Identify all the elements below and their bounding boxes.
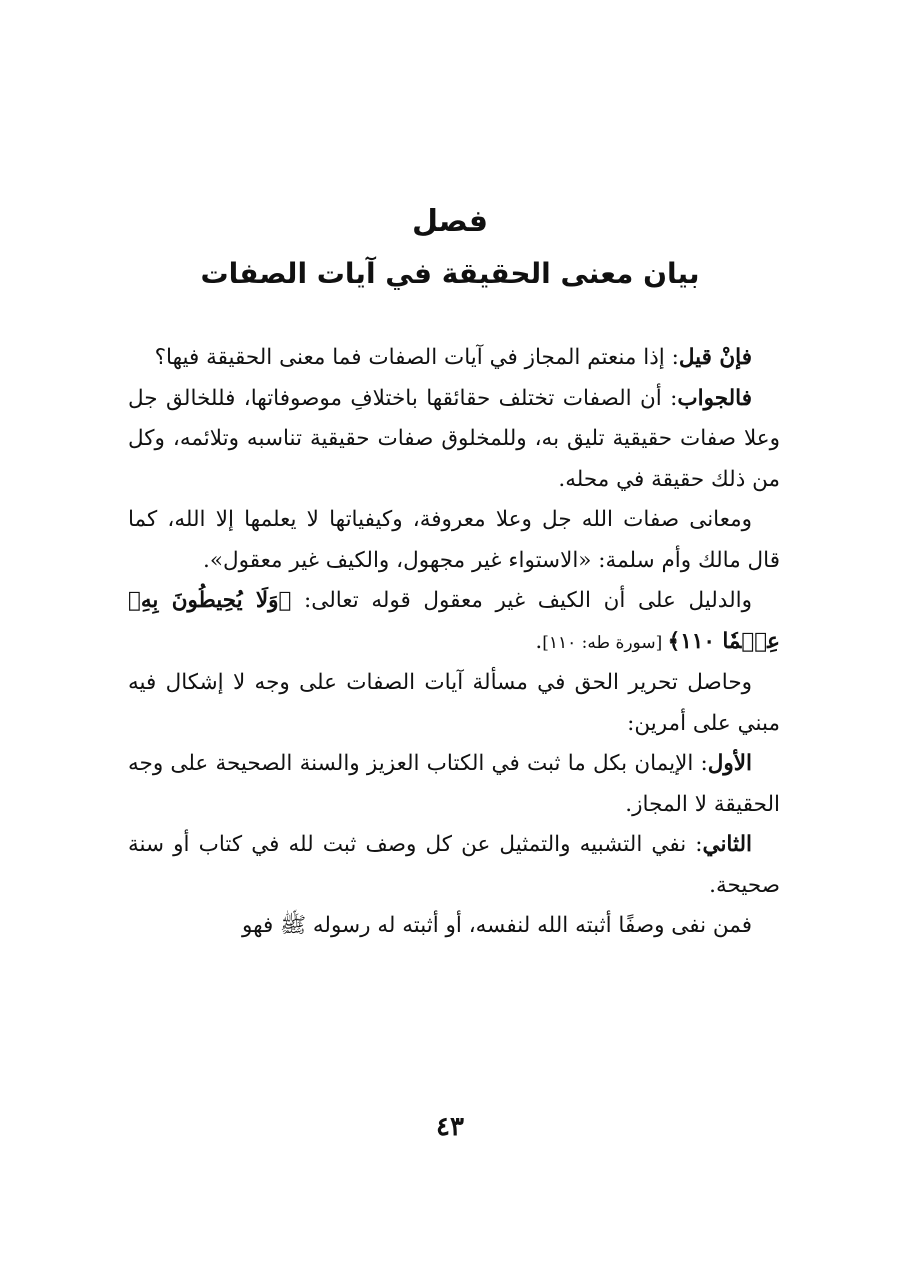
chapter-subtitle: بيان معنى الحقيقة في آيات الصفات — [200, 257, 700, 290]
chapter-title: فصل — [412, 204, 488, 239]
paragraph-text: : إذا منعتم المجاز في آيات الصفات فما معنى الحقيقة فيها؟ — [154, 345, 679, 370]
paragraph-text: : الإيمان بكل ما ثبت في الكتاب العزيز والسنة الصحيحة على وجه الحقيقة لا المجاز. — [128, 751, 780, 817]
paragraph — [128, 744, 780, 825]
paragraph-text: وحاصل تحرير الحق في مسألة آيات الصفات على وجه لا إشكال فيه مبني على أمرين: — [128, 670, 780, 736]
verse-reference: [سورة طه: ١١٠] — [542, 632, 668, 653]
paragraph-lead: فإنْ قيل — [678, 345, 752, 370]
body-text — [128, 338, 780, 947]
paragraph-text: والدليل على أن الكيف غير معقول قوله تعالى: — [291, 588, 752, 613]
paragraph — [128, 338, 780, 379]
paragraph-text: ومعانى صفات الله جل وعلا معروفة، وكيفياتها لا يعلمها إلا الله، كما قال مالك وأم سلمة: «الاستواء غير مجهول، والكيف غير معقول». — [128, 507, 780, 573]
paragraph-lead: الثاني — [702, 832, 752, 857]
paragraph — [128, 663, 780, 744]
paragraph-end: . — [535, 628, 543, 654]
paragraph-text: : نفي التشبيه والتمثيل عن كل وصف ثبت لله في كتاب أو سنة صحيحة. — [128, 832, 780, 898]
paragraph-lead: الأول — [707, 751, 752, 776]
paragraph-lead: فالجواب — [677, 385, 752, 411]
paragraph-text: : أن الصفات تختلف حقائقها باختلافِ موصوفاتها، فللخالق جل وعلا صفات حقيقية تليق به، وللمخلوق صفات حقيقية تناسبه وتلائمه، وكل من ذلك حقيقة في محله. — [128, 385, 780, 492]
page-number: ٤٣ — [436, 1112, 464, 1142]
paragraph-text: فمن نفى وصفًا أثبته الله لنفسه، أو أثبته له رسوله ﷺ فهو — [241, 913, 752, 938]
paragraph — [128, 500, 780, 581]
paragraph — [128, 825, 780, 906]
paragraph — [128, 906, 780, 947]
paragraph — [128, 379, 780, 501]
quran-verse: ﴿وَلَا يُحِيطُونَ بِهِۦ عِلۡمٗا ١١٠﴾ — [128, 588, 780, 654]
paragraph — [128, 581, 780, 663]
chapter-headings — [0, 196, 900, 300]
